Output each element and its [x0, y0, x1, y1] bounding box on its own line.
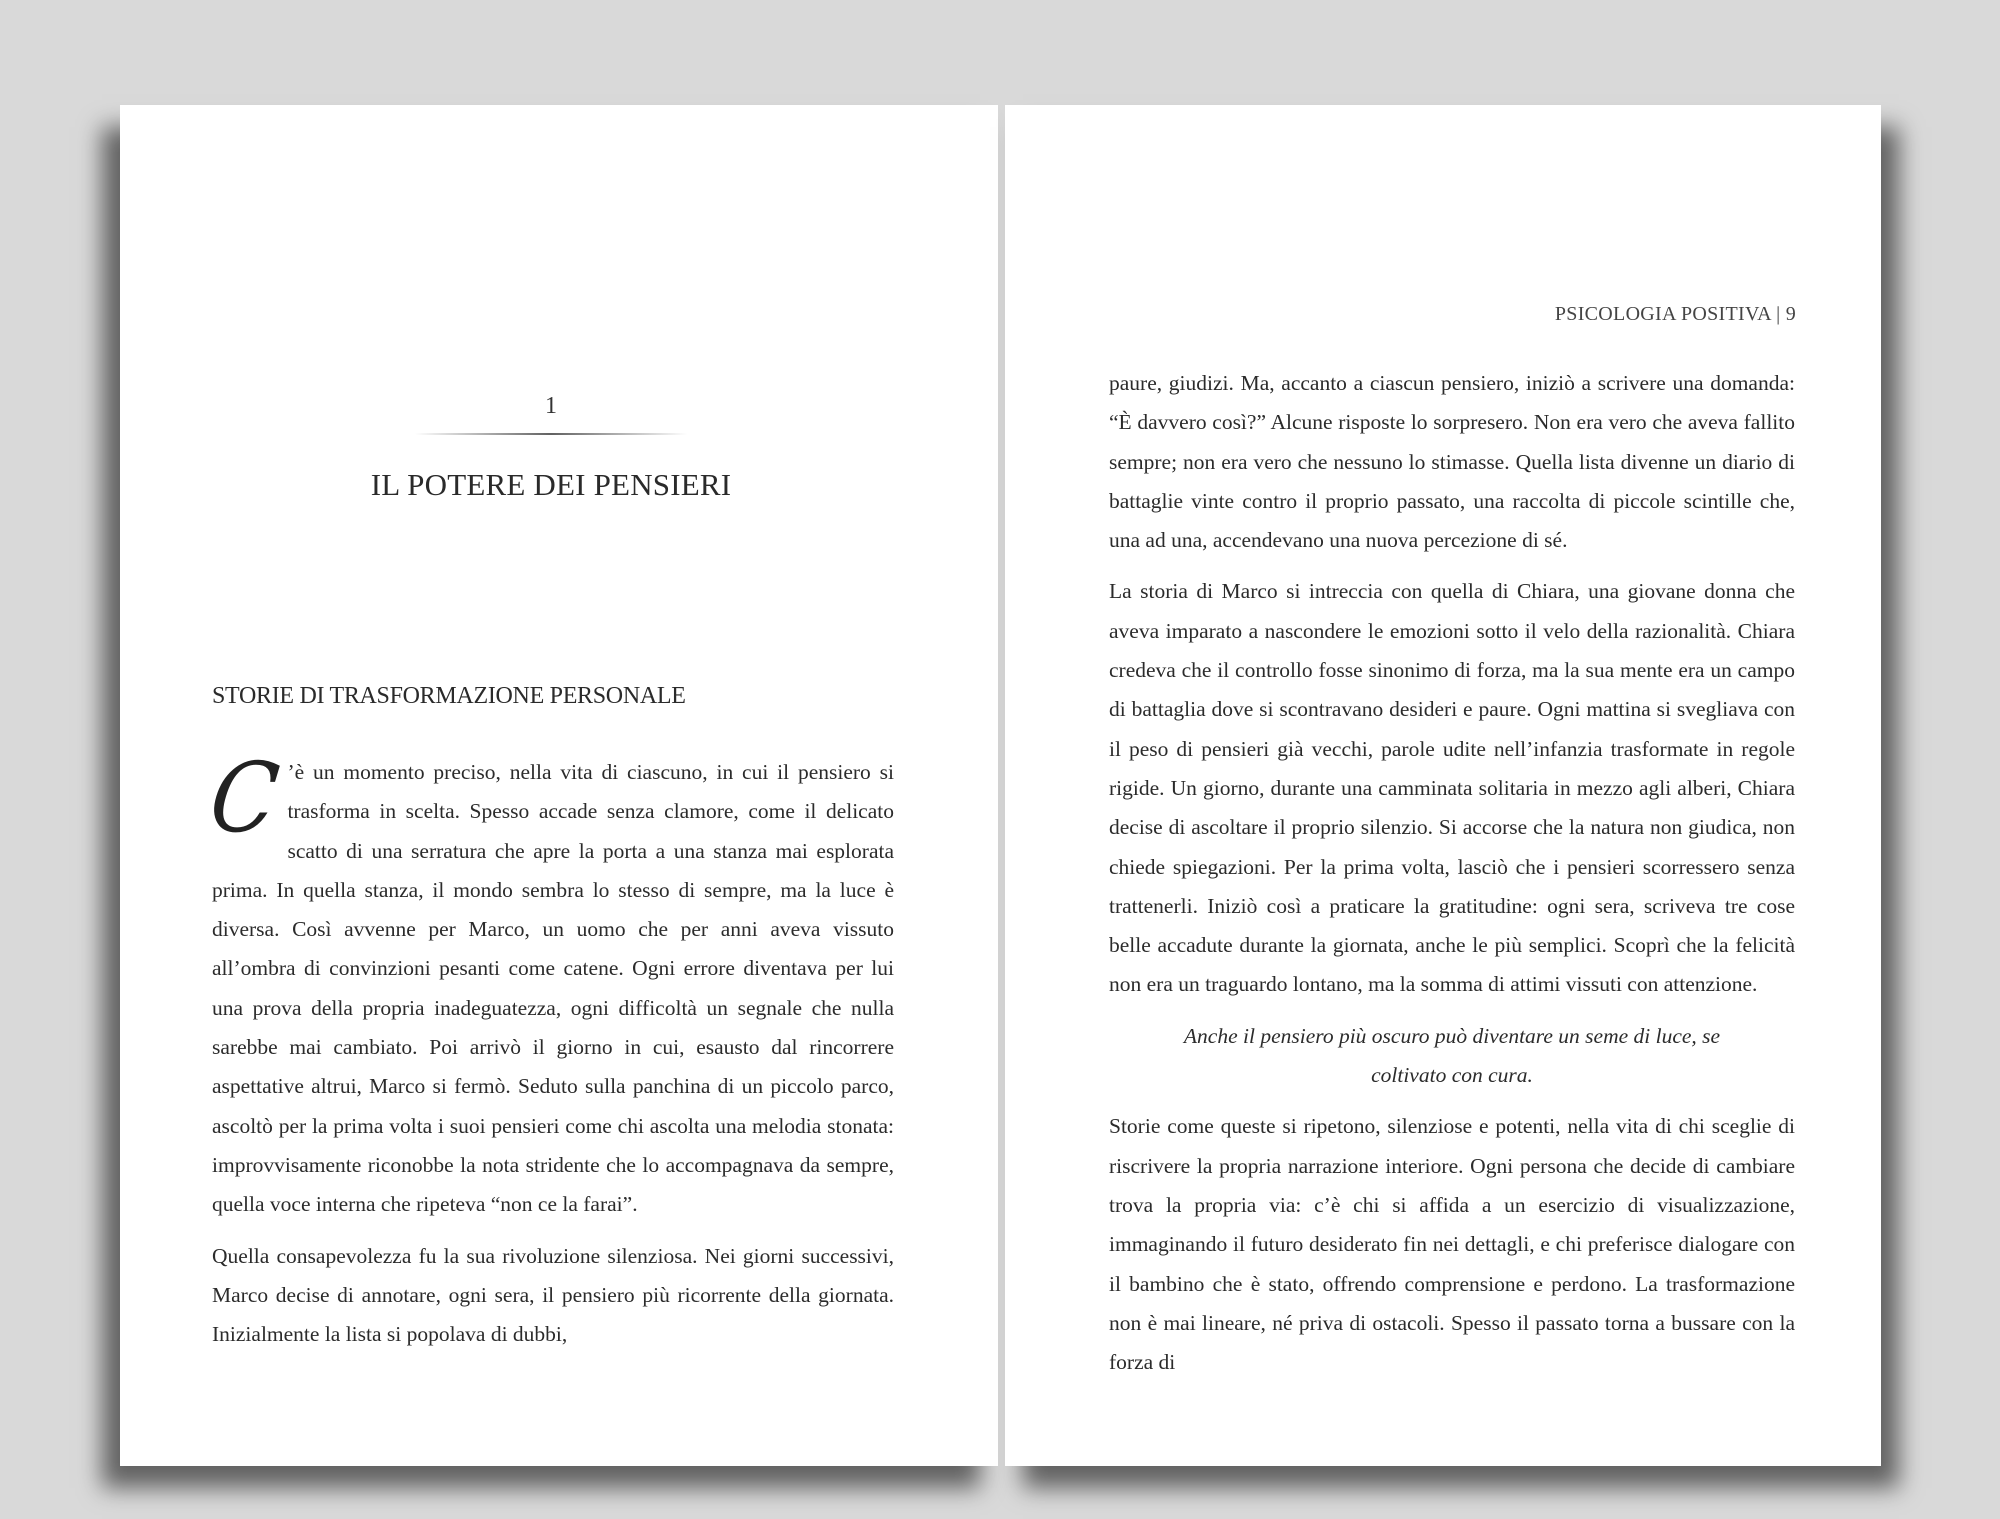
pull-quote: Anche il pensiero più oscuro può diventare un seme di luce, se coltivato con cura.	[1183, 1023, 1721, 1088]
chapter-title: IL POTERE DEI PENSIERI	[370, 467, 732, 502]
left-page	[120, 105, 998, 1466]
chapter-number: 1	[545, 393, 557, 419]
right-body-text	[1109, 364, 1795, 1382]
drop-cap: C	[204, 742, 285, 854]
right-page	[1005, 105, 1881, 1466]
paragraph: Quella consapevolezza fu la sua rivoluzione silenziosa. Nei giorni successivi, Marco decise di annotare, ogni sera, il pensiero più ricorrente della giornata. Inizialmente la lista si popolava di dubbi,	[212, 1243, 894, 1347]
left-body-text	[204, 742, 894, 1354]
running-head: PSICOLOGIA POSITIVA | 9	[1554, 303, 1796, 325]
paragraph: La storia di Marco si intreccia con quella di Chiara, una giovane donna che aveva imparato a nascondere le emozioni sotto il velo della razionalità. Chiara credeva che il controllo fosse sinonimo di forza, ma la sua mente era un campo di battaglia dove si scontravano desideri e paure. Ogni mattina si svegliava con il peso di pensieri già vecchi, parole udite nell’infanzia trasformate in regole rigide. Un giorno, durante una camminata solitaria in mezzo agli alberi, Chiara decise di ascoltare il proprio silenzio. Si accorse che la natura non giudica, non chiede spiegazioni. Per la prima volta, lasciò che i pensieri scorressero senza trattenerli. Iniziò così a praticare la gratitudine: ogni sera, scriveva tre cose belle accadute durante la giornata, anche le più semplici. Scoprì che la felicità non era un traguardo lontano, ma la somma di attimi vissuti con attenzione.	[1109, 579, 1795, 997]
chapter-divider	[415, 433, 687, 435]
section-title: STORIE DI TRASFORMAZIONE PERSONALE	[212, 683, 686, 709]
paragraph: paure, giudizi. Ma, accanto a ciascun pensiero, iniziò a scrivere una domanda: “È davvero così?” Alcune risposte lo sorpresero. Non era vero che aveva fallito sempre; non era vero che nessuno lo stimasse. Quella lista divenne un diario di battaglie vinte contro il proprio passato, una raccolta di piccole scintille che, una ad una, accendevano una nuova percezione di sé.	[1109, 371, 1795, 553]
paragraph: Storie come queste si ripetono, silenziose e potenti, nella vita di chi sceglie di riscrivere la propria narrazione interiore. Ogni persona che decide di cambiare trova la propria via: c’è chi si affida a un esercizio di visualizzazione, immaginando il futuro desiderato fin nei dettagli, e chi preferisce dialogare con il bambino che è stato, offrendo comprensione e perdono. La trasformazione non è mai lineare, né priva di ostacoli. Spesso il passato torna a bussare con la forza di	[1109, 1114, 1795, 1375]
paragraph: C ’è un momento preciso, nella vita di ciascuno, in cui il pensiero si trasforma in scelta. Spesso accade senza clamore, come il delicato scatto di una serratura che apre la porta a una stanza mai esplorata prima. In quella stanza, il mondo sembra lo stesso di sempre, ma la luce è diversa. Così avvenne per Marco, un uomo che per anni aveva vissuto all’ombra di convinzioni pesanti come catene. Ogni errore diventava per lui una prova della propria inadeguatezza, ogni difficoltà un segnale che nulla sarebbe mai cambiato. Poi arrivò il giorno in cui, esausto dal rincorrere aspettative altrui, Marco si fermò. Seduto sulla panchina di un piccolo parco, ascoltò per la prima volta i suoi pensieri come chi ascolta una melodia stonata: improvvisamente riconobbe la nota stridente che lo accompagnava da sempre, quella voce interna che ripeteva “non ce la farai”.	[204, 742, 894, 1217]
